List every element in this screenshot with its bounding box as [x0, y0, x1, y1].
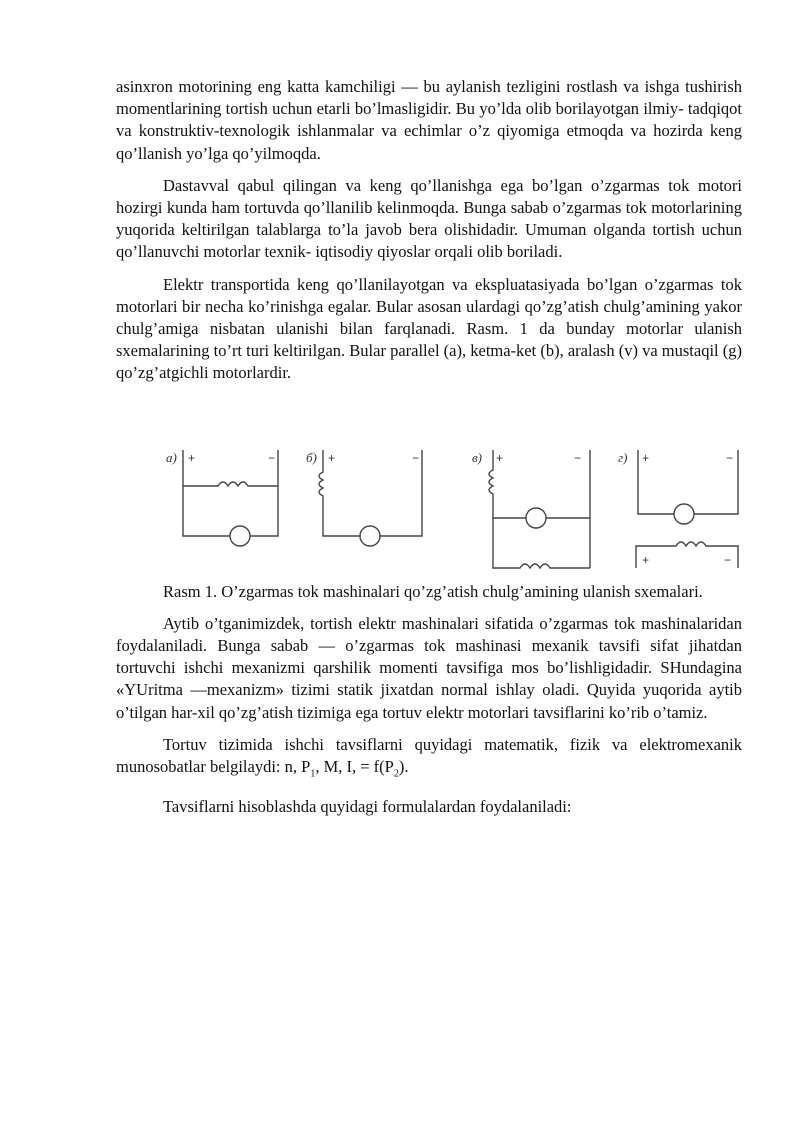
label-v: в) [472, 450, 482, 465]
circuit-figure [160, 440, 750, 590]
figure-caption: Rasm 1. O’zgarmas tok mashinalari qo’zg’atish chulg’amining ulanish sxemalari. [163, 581, 703, 601]
label-a: a) [166, 450, 177, 465]
label-g: г) [618, 450, 628, 465]
plus-g: + [642, 451, 650, 465]
motor-a [230, 526, 250, 546]
p5-subscript-1: 1 [310, 768, 316, 780]
minus-g-field: − [724, 553, 732, 567]
motor-connection-diagrams [160, 440, 750, 590]
paragraph-3: Elektr transportida keng qo’llanilayotgan va ekspluatasiyada bo’lgan o’zgarmas tok motorlari bir necha ko’rinishga egalar. Bular asosan ulardagi qo’zg’atish chulg’amining yakor chulg’amiga nisbatan ulanishi bilan farqlanadi. Rasm. 1 da bunday motorlar ulanish sxemalarining to’rt turi keltirilgan. Bular parallel (a), ketma-ket (b), aralash (v) va mustaqil (g) qo’zg’atgichli motorlardir. [116, 274, 742, 383]
minus-g: − [726, 451, 734, 465]
diagram-compound [472, 450, 590, 568]
plus-b: + [328, 451, 336, 465]
diagram-independent [618, 450, 738, 568]
motor-v [526, 508, 546, 528]
paragraph-5 [116, 734, 742, 786]
p5-text-mid: , M, I, = f(P [315, 757, 394, 777]
diagram-parallel [166, 450, 278, 546]
diagram-series [306, 450, 422, 546]
minus-v: − [574, 451, 582, 465]
minus-a: − [268, 451, 276, 465]
p5-text-end: ). [398, 757, 409, 777]
paragraph-6: Tavsiflarni hisoblashda quyidagi formulalardan foydalaniladi: [163, 796, 572, 816]
paragraph-2: Dastavval qabul qilingan va keng qo’llanishga ega bo’lgan o’zgarmas tok motori hozirgi kunda ham tortuvda qo’llanilib kelinmoqda. Bunga sabab o’zgarmas tok motorlarining yuqorida keltirilgan talablarga to’la javob bera olishidadir. Umuman olganda tortish uchun qo’llanuvchi motorlar texnik- iqtisodiy qiyoslar orqali olib boriladi. [116, 175, 742, 262]
plus-a: + [188, 451, 196, 465]
p5-subscript-2: 2 [393, 768, 399, 780]
plus-g-field: + [642, 553, 650, 567]
p5-text-start: Tortuv tizimida ishchi tavsiflarni quyidagi matematik, fizik va elektromexanik munosobatlar belgilaydi: n, P [116, 734, 742, 777]
motor-b [360, 526, 380, 546]
paragraph-4: Aytib o’tganimizdek, tortish elektr mashinalari sifatida o’zgarmas tok mashinalaridan foydalaniladi. Bunga sabab — o’zgarmas tok mashinasi mexanik tavsifi sifat jihatdan tortuvchi ishchi mexanizmi qarshilik momenti tavsifiga mos bo’lishligidadir. SHundagina «YUritma —mexanizm» tizimi statik jixatdan normal ishlay oladi. Quyida yuqorida aytib o’tilgan har-xil qo’zg’atish tizimiga ega tortuv elektr motorlari tavsiflarini ko’rib o’tamiz. [116, 613, 742, 722]
label-b: б) [306, 450, 317, 465]
paragraph-1: asinxron motorining eng katta kamchiligi — bu aylanish tezligini rostlash va ishga tushirish momentlarining tortish uchun etarli bo’lmasligidir. Bu yo’lda olib borilayotgan ilmiy- tadqiqot va konstruktiv-texnologik ishlanmalar va echimlar o’z qiyomiga etmoqda va hozirda keng qo’llanish yo’lga qo’yilmoqda. [116, 77, 742, 163]
minus-b: − [412, 451, 420, 465]
motor-g [674, 504, 694, 524]
plus-v: + [496, 451, 504, 465]
